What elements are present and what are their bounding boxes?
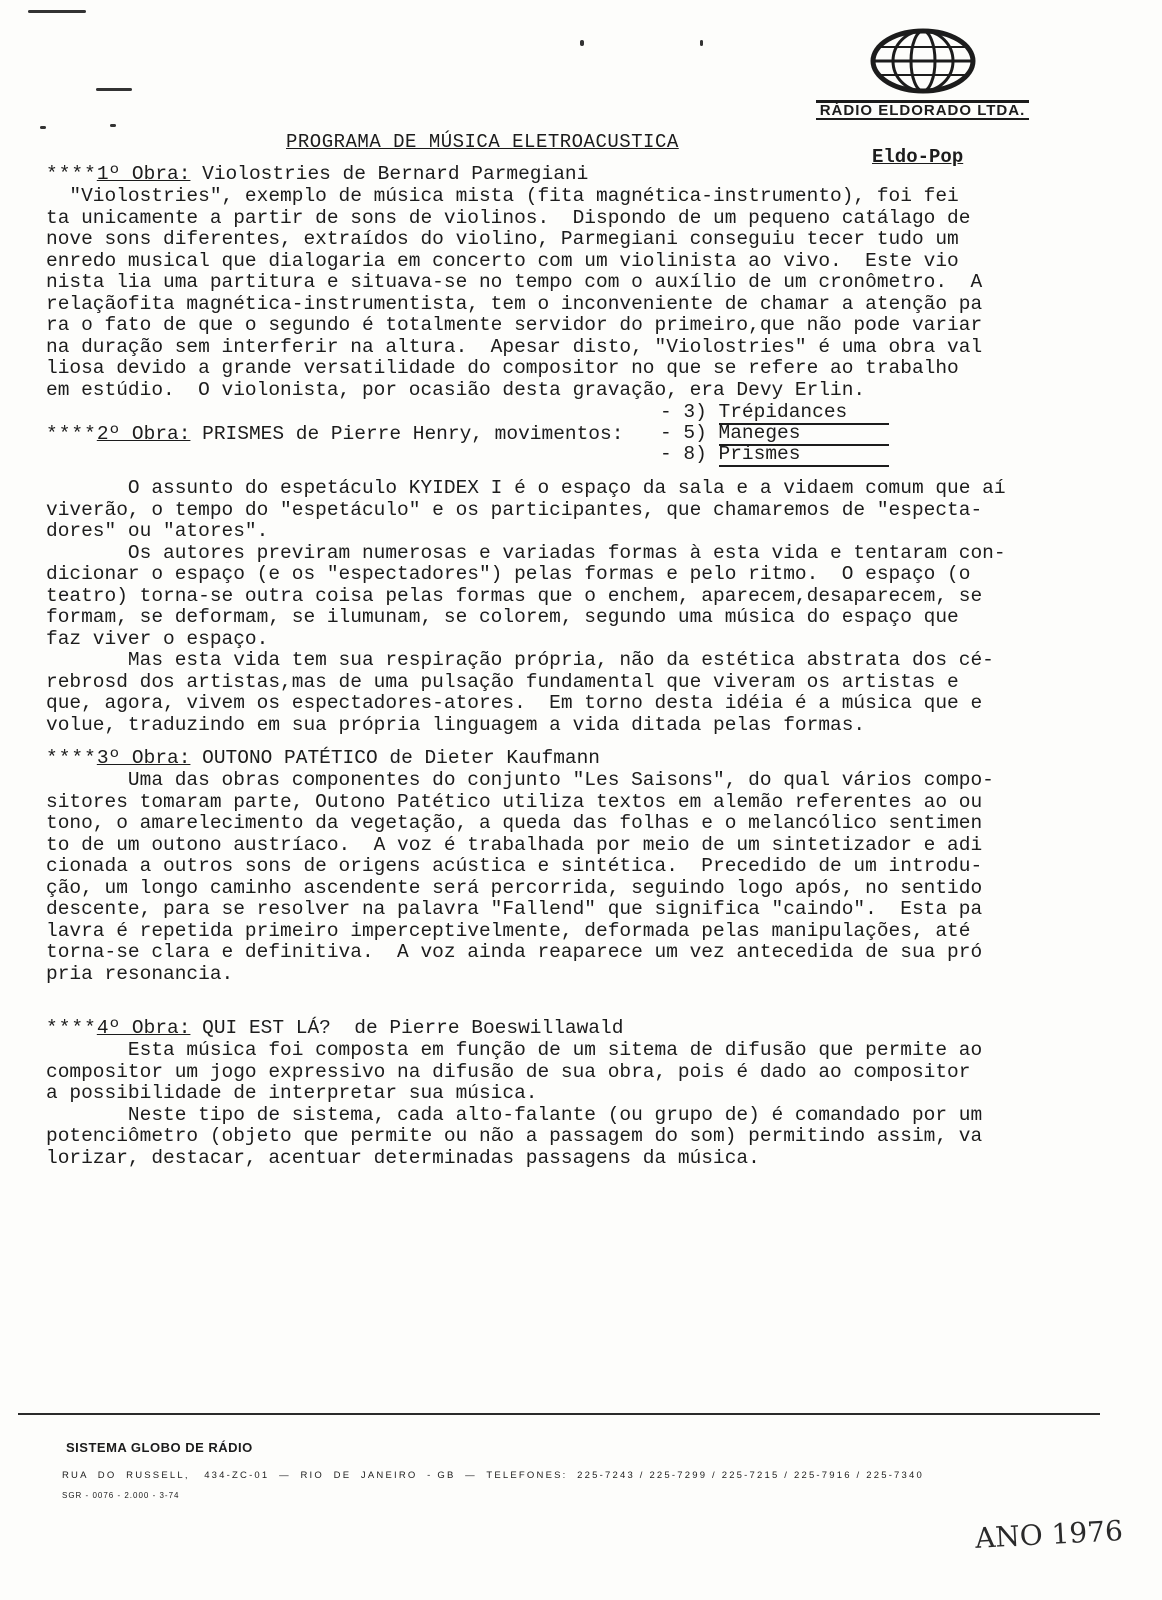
- text-line: sitores tomaram parte, Outono Patético utiliza textos em alemão referentes ao ou: [46, 790, 983, 813]
- text-line: liosa devido a grande versatilidade do compositor no que se refere ao trabalho: [46, 357, 959, 379]
- movement-number: - 3): [660, 401, 707, 423]
- scan-mark: [40, 126, 46, 129]
- obra-title: QUI EST LÁ? de Pierre Boeswillawald: [190, 1017, 624, 1039]
- program-name: Eldo-Pop: [872, 146, 964, 168]
- scan-mark: [580, 40, 584, 46]
- text-line: potenciômetro (objeto que permite ou não a passagem do som) permitindo assim, va: [46, 1125, 983, 1147]
- movement-number: - 8): [660, 443, 707, 465]
- handwritten-year-note: ANO 1976: [974, 1514, 1124, 1555]
- obra-2-body: [46, 478, 1096, 736]
- obra-body: [46, 1040, 1096, 1169]
- text-line: "Violostries", exemplo de música mista (fita magnética-instrumento), foi fei: [46, 185, 959, 207]
- text-line: enredo musical que dialogaria em concerto com um violinista ao vivo. Este vio: [46, 249, 959, 272]
- text-line: que, agora, vivem os espectadores-atores. Em torno desta idéia é a música que e: [46, 692, 983, 714]
- text-line: O assunto do espetáculo KYIDEX I é o espaço da sala e a vidaem comum que aí: [46, 477, 1006, 499]
- footer-organization: SISTEMA GLOBO DE RÁDIO: [66, 1440, 253, 1455]
- text-line: dicionar o espaço (e os "espectadores") pelas formas e pelo ritmo. O espaço (o: [46, 563, 971, 585]
- text-line: Mas esta vida tem sua respiração própria, não da estética abstrata dos cé-: [46, 649, 994, 671]
- obra-body: [46, 478, 1096, 736]
- obra-4-section: [46, 1018, 1096, 1169]
- movement-title: Prismes: [719, 444, 889, 467]
- text-line: a possibilidade de interpretar sua música.: [46, 1082, 538, 1104]
- text-line: rebrosd dos artistas,mas de uma pulsação fundamental que viveram os artistas e: [46, 670, 959, 693]
- text-line: Esta música foi composta em função de um sitema de difusão que permite ao: [46, 1039, 983, 1061]
- movement-number: - 5): [660, 422, 707, 444]
- text-line: descente, para se resolver na palavra "Fallend" que significa "caindo". Esta pa: [46, 898, 983, 920]
- obra-2-section: [46, 424, 1096, 446]
- text-line: em estúdio. O violonista, por ocasião desta gravação, era Devy Erlin.: [46, 378, 866, 401]
- obra-1-section: [46, 164, 1096, 401]
- text-line: ção, um longo caminho ascendente será percorrida, seguindo logo após, no sentido: [46, 876, 983, 899]
- scan-mark: [28, 10, 86, 13]
- scan-mark: [110, 124, 116, 127]
- obra-heading: [46, 424, 1096, 446]
- company-name: RÁDIO ELDORADO LTDA.: [816, 100, 1030, 120]
- text-line: to de um outono austríaco. A voz é trabalhada por meio de um sintetizador e adi: [46, 833, 983, 856]
- text-line: teatro) torna-se outra coisa pelas formas que o enchem, aparecem,desaparecem, se: [46, 584, 983, 607]
- obra-3-section: [46, 748, 1096, 985]
- obra-heading: [46, 748, 1096, 770]
- stars-marker: ****: [46, 423, 97, 445]
- company-logo: [790, 28, 1055, 120]
- document-title: PROGRAMA DE MÚSICA ELETROACUSTICA: [286, 131, 679, 153]
- text-line: lavra é repetida primeiro imperceptivelmente, deformada pelas manipulações, até: [46, 919, 971, 942]
- text-line: na duração sem interferir na altura. Apesar disto, "Violostries" é uma obra val: [46, 335, 983, 358]
- text-line: faz viver o espaço.: [46, 627, 269, 650]
- footer-form-code: SGR - 0076 - 2.000 - 3-74: [62, 1491, 180, 1500]
- obra-heading: [46, 1018, 1096, 1040]
- text-line: torna-se clara e definitiva. A voz ainda reaparece um vez antecedida de sua pró: [46, 941, 983, 963]
- obra-body: [46, 186, 1096, 401]
- obra-title: OUTONO PATÉTICO de Dieter Kaufmann: [190, 747, 601, 769]
- text-line: lorizar, destacar, acentuar determinadas passagens da música.: [46, 1146, 760, 1169]
- globe-icon: [868, 28, 978, 94]
- obra-title: PRISMES de Pierre Henry, movimentos:: [190, 423, 624, 445]
- stars-marker: ****: [46, 747, 97, 769]
- obra-label: 1º Obra:: [96, 163, 191, 185]
- stars-marker: ****: [46, 163, 97, 185]
- obra-label: 2º Obra:: [96, 423, 191, 445]
- obra-title: Violostries de Bernard Parmegiani: [190, 163, 589, 185]
- text-line: viverão, o tempo do "espetáculo" e os participantes, que chamaremos de "especta-: [46, 498, 983, 521]
- text-line: pria resonancia.: [46, 962, 234, 985]
- text-line: nove sons diferentes, extraídos do violino, Parmegiani conseguiu tecer tudo um: [46, 228, 959, 250]
- obra-body: [46, 770, 1096, 985]
- text-line: Os autores previram numerosas e variadas formas à esta vida e tentaram con-: [46, 541, 1006, 564]
- text-line: ta unicamente a partir de sons de violinos. Dispondo de um pequeno catálago de: [46, 206, 971, 229]
- movement-item: [660, 444, 889, 465]
- footer-address: RUA DO RUSSELL, 434-ZC-01 — RIO DE JANEIRO - GB — TELEFONES: 225-7243 / 225-7299 / 225-7215 / 225-7916 / 225-7340: [62, 1470, 924, 1481]
- stars-marker: ****: [46, 1017, 97, 1039]
- footer-divider: [18, 1413, 1100, 1415]
- obra-heading: [46, 164, 1096, 186]
- text-line: nista lia uma partitura e situava-se no tempo com o auxílio de um cronômetro. A: [46, 271, 983, 293]
- text-line: Uma das obras componentes do conjunto "Les Saisons", do qual vários compo-: [46, 769, 994, 791]
- movement-title: Trépidances: [719, 402, 889, 425]
- text-line: tono, o amarelecimento da vegetação, a queda das folhas e o melancólico sentimen: [46, 812, 983, 834]
- text-line: Neste tipo de sistema, cada alto-falante (ou grupo de) é comandado por um: [46, 1103, 983, 1126]
- movement-title: Maneges: [719, 423, 889, 446]
- scan-mark: [700, 40, 703, 46]
- text-line: relaçãofita magnética-instrumentista, tem o inconveniente de chamar a atenção pa: [46, 292, 983, 315]
- obra-label: 4º Obra:: [96, 1017, 191, 1039]
- text-line: volue, traduzindo em sua própria linguagem a vida ditada pelas formas.: [46, 713, 866, 736]
- text-line: dores" ou "atores".: [46, 520, 269, 542]
- text-line: cionada a outros sons de origens acústica e sintética. Precedido de um introdu-: [46, 855, 983, 877]
- scan-mark: [96, 88, 132, 91]
- text-line: formam, se deformam, se ilumunam, se colorem, segundo uma música do espaço que: [46, 606, 959, 628]
- movement-item: [660, 402, 889, 423]
- text-line: compositor um jogo expressivo na difusão de sua obra, pois é dado ao compositor: [46, 1060, 971, 1083]
- text-line: ra o fato de que o segundo é totalmente servidor do primeiro,que não pode variar: [46, 314, 983, 336]
- obra-label: 3º Obra:: [96, 747, 191, 769]
